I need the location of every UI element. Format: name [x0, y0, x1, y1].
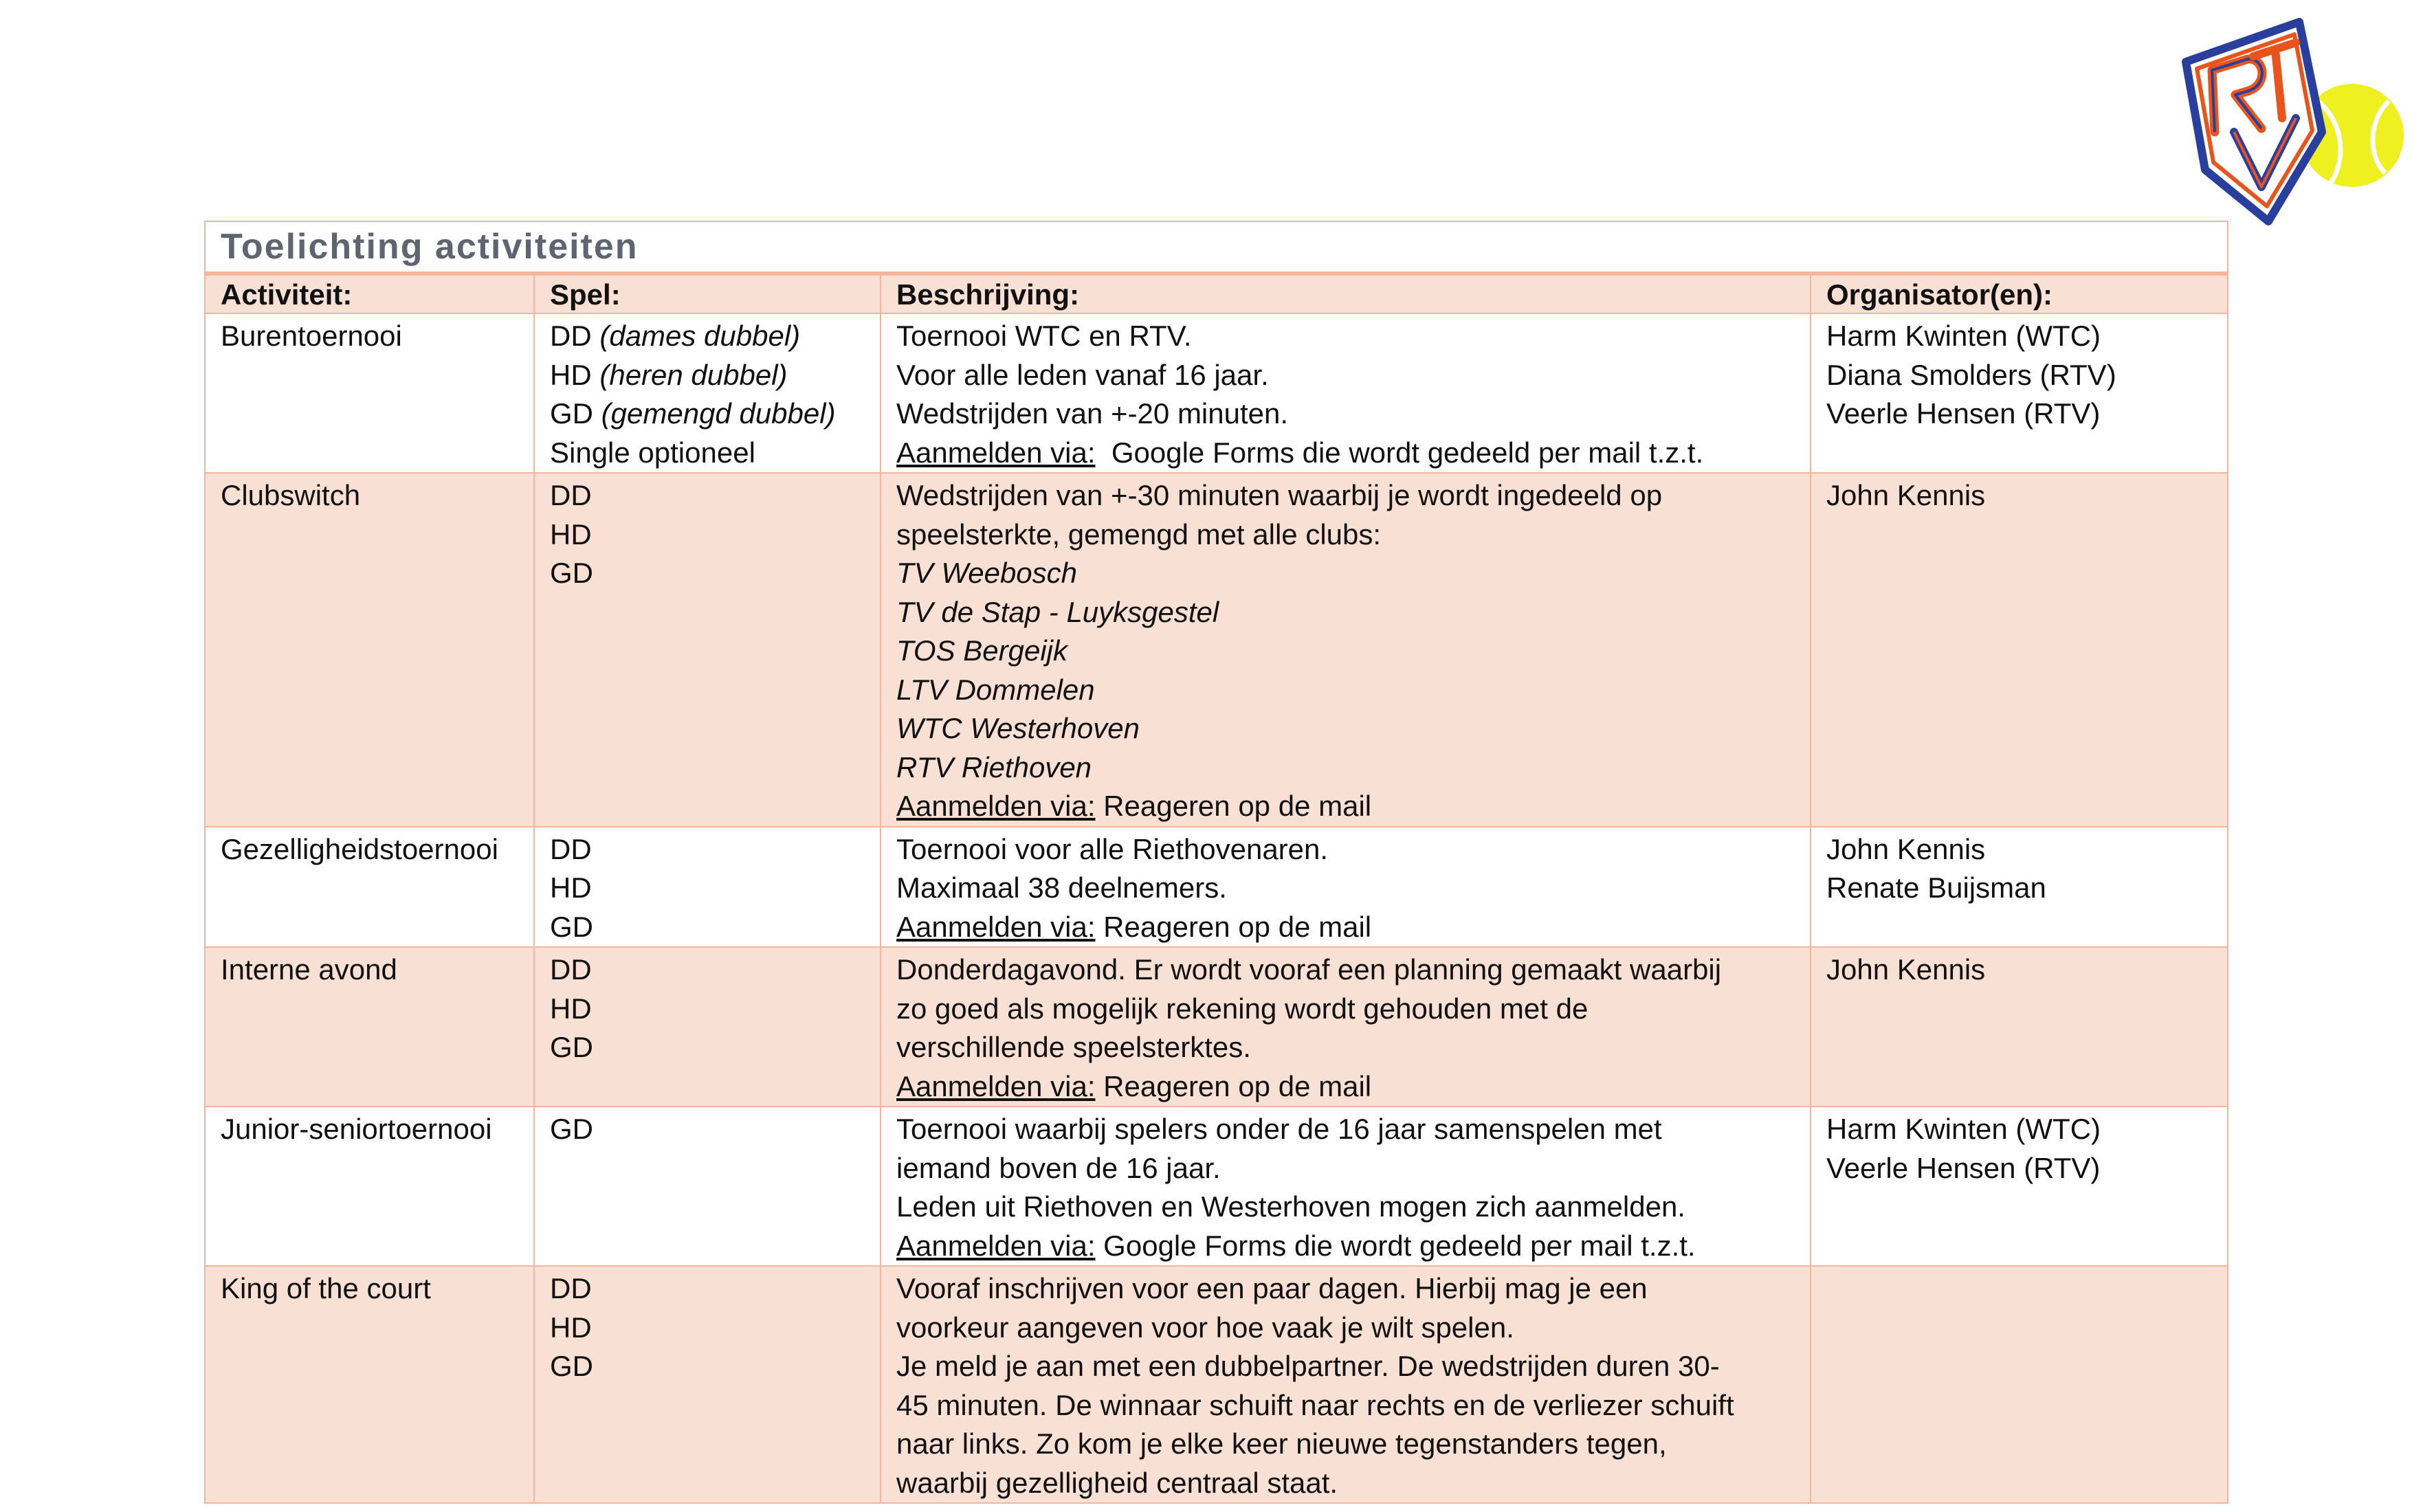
description-text: Leden uit Riethoven en Westerhoven mogen zich aanmelden.: [896, 1190, 1685, 1223]
game-line: [550, 1347, 865, 1386]
description-line: [896, 950, 1795, 990]
table-row: [206, 1266, 2227, 1502]
description-text: naar links. Zo kom je elke keer nieuwe tegenstanders tegen,: [896, 1427, 1667, 1460]
game-line: [550, 869, 865, 908]
activity-cell: Junior-seniortoernooi: [206, 1107, 534, 1266]
description-line: [896, 515, 1795, 555]
description-text: Wedstrijden van +-30 minuten waarbij je wordt ingedeeld op: [896, 479, 1663, 511]
game-line: [550, 1028, 865, 1067]
description-line: [896, 830, 1795, 869]
activities-table: [206, 276, 2227, 1502]
description-line: [896, 593, 1795, 632]
description-text: Toernooi WTC en RTV.: [896, 320, 1192, 352]
description-line: [896, 1309, 1795, 1348]
description-text: speelsterkte, gemengd met alle clubs:: [896, 518, 1382, 551]
game-code: DD: [550, 320, 592, 352]
signup-label: Aanmelden via:: [896, 436, 1096, 469]
description-line: [896, 1464, 1795, 1503]
header-activity: Activiteit:: [206, 276, 534, 313]
description-line: [896, 1188, 1795, 1227]
game-cell: [534, 473, 881, 827]
description-text: 45 minuten. De winnaar schuift naar rechts en de verliezer schuift: [896, 1388, 1734, 1421]
game-line: [550, 1309, 865, 1348]
game-line: [550, 434, 865, 473]
game-line: [550, 476, 865, 515]
game-line: [550, 317, 865, 356]
description-line: [896, 1347, 1795, 1386]
game-note: (dames dubbel): [599, 320, 801, 352]
description-text: Toernooi voor alle Riethovenaren.: [896, 832, 1329, 865]
organizer-name: Veerle Hensen (RTV): [1826, 397, 2101, 430]
signup-method: Reageren op de mail: [1095, 1069, 1372, 1102]
description-text: Voor alle leden vanaf 16 jaar.: [896, 358, 1269, 391]
description-line: [896, 434, 1795, 473]
signup-label: Aanmelden via:: [896, 790, 1096, 822]
description-text: iemand boven de 16 jaar.: [896, 1151, 1221, 1184]
activity-cell: King of the court: [206, 1266, 534, 1502]
game-code: GD: [550, 1113, 593, 1145]
page-title: Toelichting activiteiten: [206, 222, 2227, 276]
rtv-club-logo-icon: [2172, 15, 2406, 228]
description-line: [896, 1067, 1795, 1107]
game-code: GD: [550, 1350, 593, 1382]
description-line: [896, 1386, 1795, 1425]
description-text: Toernooi waarbij spelers onder de 16 jaar samenspelen met: [896, 1113, 1662, 1145]
game-code: DD: [550, 479, 592, 511]
game-code: HD: [550, 871, 592, 904]
description-line: [896, 748, 1795, 788]
description-line: [896, 1028, 1795, 1067]
organizer-name: Harm Kwinten (WTC): [1826, 320, 2101, 352]
description-line: [896, 1110, 1795, 1149]
table-header-row: [206, 276, 2227, 313]
game-line: [550, 908, 865, 947]
signup-label: Aanmelden via:: [896, 1229, 1096, 1262]
signup-method: Reageren op de mail: [1095, 790, 1372, 822]
description-line: [896, 356, 1795, 395]
organizers-cell: [1811, 947, 2227, 1107]
header-description: Beschrijving:: [881, 276, 1811, 313]
description-text: Vooraf inschrijven voor een paar dagen. Hierbij mag je een: [896, 1272, 1648, 1304]
table-row: [206, 473, 2227, 827]
description-line: [896, 1269, 1795, 1309]
organizers-cell: [1811, 1266, 2227, 1502]
description-cell: [881, 1107, 1811, 1266]
club-name: TV Weebosch: [896, 557, 1078, 589]
game-code: GD: [550, 397, 593, 430]
game-code: HD: [550, 1311, 592, 1344]
description-cell: [881, 1266, 1811, 1502]
signup-label: Aanmelden via:: [896, 1069, 1096, 1102]
description-text: voorkeur aangeven voor hoe vaak je wilt spelen.: [896, 1311, 1514, 1344]
game-line: [550, 1110, 865, 1149]
description-line: [896, 787, 1795, 826]
game-code: HD: [550, 358, 592, 391]
description-line: [896, 908, 1795, 947]
activity-cell: Burentoernooi: [206, 313, 534, 473]
game-line: [550, 830, 865, 869]
signup-method: Reageren op de mail: [1095, 910, 1372, 943]
game-code: DD: [550, 1272, 592, 1304]
description-cell: [881, 827, 1811, 948]
club-name: RTV Riethoven: [896, 751, 1092, 783]
description-line: [896, 671, 1795, 710]
game-code: DD: [550, 832, 592, 865]
club-name: TOS Bergeijk: [896, 634, 1067, 667]
organizers-cell: [1811, 473, 2227, 827]
game-cell: [534, 947, 881, 1107]
header-game: Spel:: [534, 276, 881, 313]
description-cell: [881, 313, 1811, 473]
header-organizers: Organisator(en):: [1811, 276, 2227, 313]
game-line: [550, 515, 865, 555]
organizer-name: Renate Buijsman: [1826, 871, 2046, 904]
description-line: [896, 709, 1795, 748]
game-code: GD: [550, 1031, 593, 1063]
game-note: (gemengd dubbel): [601, 397, 836, 430]
organizer-name: John Kennis: [1826, 953, 1986, 986]
organizers-cell: [1811, 313, 2227, 473]
description-cell: [881, 947, 1811, 1107]
description-text: waarbij gezelligheid centraal staat.: [896, 1466, 1338, 1499]
table-row: [206, 947, 2227, 1107]
description-line: [896, 317, 1795, 356]
signup-method: Google Forms die wordt gedeeld per mail t.z.t.: [1095, 436, 1704, 469]
description-text: Je meld je aan met een dubbelpartner. De wedstrijden duren 30-: [896, 1350, 1720, 1382]
game-note: (heren dubbel): [599, 358, 788, 391]
description-text: Donderdagavond. Er wordt vooraf een planning gemaakt waarbij: [896, 953, 1722, 986]
description-line: [896, 554, 1795, 593]
activities-sheet: [204, 221, 2228, 1504]
organizer-name: John Kennis: [1826, 832, 1986, 865]
game-code: HD: [550, 992, 592, 1025]
signup-method: Google Forms die wordt gedeeld per mail t.z.t.: [1095, 1229, 1696, 1262]
description-line: [896, 990, 1795, 1029]
organizer-name: Veerle Hensen (RTV): [1826, 1151, 2101, 1184]
game-cell: [534, 827, 881, 948]
organizer-name: Diana Smolders (RTV): [1826, 358, 2116, 391]
description-line: [896, 632, 1795, 671]
description-text: Wedstrijden van +-20 minuten.: [896, 397, 1289, 430]
club-name: WTC Westerhoven: [896, 712, 1140, 744]
game-code: GD: [550, 910, 593, 943]
description-text: verschillende speelsterktes.: [896, 1031, 1251, 1063]
organizer-name: John Kennis: [1826, 479, 1986, 511]
description-line: [896, 869, 1795, 908]
game-cell: [534, 1107, 881, 1266]
game-code: HD: [550, 518, 592, 551]
game-code: Single optioneel: [550, 436, 755, 469]
game-code: GD: [550, 557, 593, 589]
organizers-cell: [1811, 827, 2227, 948]
organizer-name: Harm Kwinten (WTC): [1826, 1113, 2101, 1145]
game-code: DD: [550, 953, 592, 986]
signup-label: Aanmelden via:: [896, 910, 1096, 943]
description-text: zo goed als mogelijk rekening wordt gehouden met de: [896, 992, 1589, 1025]
activity-cell: Clubswitch: [206, 473, 534, 827]
description-line: [896, 1149, 1795, 1188]
activity-cell: Interne avond: [206, 947, 534, 1107]
game-line: [550, 950, 865, 990]
game-line: [550, 1269, 865, 1309]
game-line: [550, 356, 865, 395]
club-name: LTV Dommelen: [896, 673, 1095, 706]
description-cell: [881, 473, 1811, 827]
game-cell: [534, 313, 881, 473]
game-line: [550, 990, 865, 1029]
description-line: [896, 1227, 1795, 1266]
organizers-cell: [1811, 1107, 2227, 1266]
description-line: [896, 476, 1795, 515]
description-line: [896, 394, 1795, 434]
table-row: [206, 827, 2227, 948]
club-name: TV de Stap - Luyksgestel: [896, 595, 1219, 628]
activity-cell: Gezelligheidstoernooi: [206, 827, 534, 948]
description-line: [896, 1425, 1795, 1464]
game-cell: [534, 1266, 881, 1502]
table-row: [206, 1107, 2227, 1266]
game-line: [550, 554, 865, 593]
game-line: [550, 394, 865, 434]
table-row: [206, 313, 2227, 473]
description-text: Maximaal 38 deelnemers.: [896, 871, 1227, 904]
